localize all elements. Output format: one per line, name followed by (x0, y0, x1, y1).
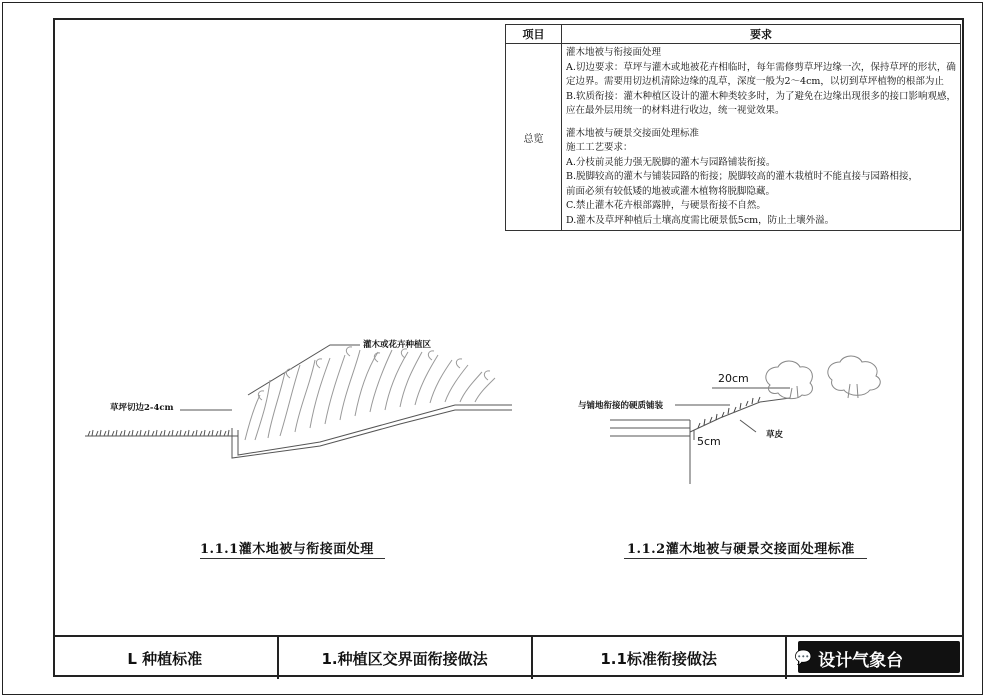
chat-bubble-icon: 💬 (794, 650, 813, 666)
watermark-logo (787, 637, 964, 679)
block1-title: 灌木地被与衔接面处理 (565, 47, 661, 58)
table-header-requirement: 要求 (561, 25, 960, 44)
drawing2-caption: 1.1.2灌木地被与硬景交接面处理标准 (627, 542, 855, 557)
block2-line: D.灌木及草坪种植后土壤高度需比硬景低5cm，防止土壤外溢。 (565, 214, 835, 226)
block1-line: 应在最外层用统一的材料进行收边，统一视觉效果。 (565, 105, 785, 116)
title-block-subsection: 1.1标准衔接做法 (533, 637, 787, 679)
block1-line: B.软质衔接：灌木种植区设计的灌木种类较多时，为了避免在边缘出现很多的接口影响观感， (565, 90, 956, 102)
block2-line: A.分枝前灵能力强无脱脚的灌木与园路铺装衔接。 (565, 156, 776, 168)
block2-title: 灌木地被与硬景交接面处理标准 (565, 127, 699, 139)
dimension-5cm: 5cm (697, 435, 721, 448)
block2-line: 前面必须有较低矮的地被或灌木植物将脱脚隐藏。 (565, 185, 775, 197)
logo-text: 设计气象台 (818, 650, 904, 671)
paving-label: 与铺地衔接的硬质铺装 (578, 401, 664, 411)
dimension-20cm: 20cm (718, 372, 749, 385)
table-header-item: 项目 (506, 25, 562, 44)
block2-line: C.禁止灌木花卉根部露肿，与硬景衔接不自然。 (565, 200, 766, 211)
block2-line: 施工工艺要求： (565, 142, 633, 153)
block1-line: 定边界。需要用切边机清除边缘的乱草，深度一般为2～4cm，以切到草坪植物的根部为止 (565, 76, 944, 87)
drawing2-caption-underline (624, 558, 867, 559)
title-block (53, 635, 964, 679)
shrub-zone-label: 灌木或花卉种植区 (363, 340, 432, 350)
block1-line: A.切边要求：草坪与灌木或地被花卉相临时，每年需修剪草坪边缘一次，保持草坪的形状，确 (565, 61, 956, 73)
table-row-label: 总览 (506, 44, 562, 231)
lawn-edge-label: 草坪切边2-4cm (110, 403, 174, 413)
drawing1-caption: 1.1.1灌木地被与衔接面处理 (200, 542, 374, 557)
title-block-category: L 种植标准 (53, 637, 279, 679)
title-block-section: 1.种植区交界面衔接做法 (279, 637, 533, 679)
block2-line: B.脱脚较高的灌木与铺装园路的衔接；脱脚较高的灌木栽植时不能直接与园路相接， (565, 171, 918, 182)
turf-label: 草皮 (766, 430, 784, 440)
